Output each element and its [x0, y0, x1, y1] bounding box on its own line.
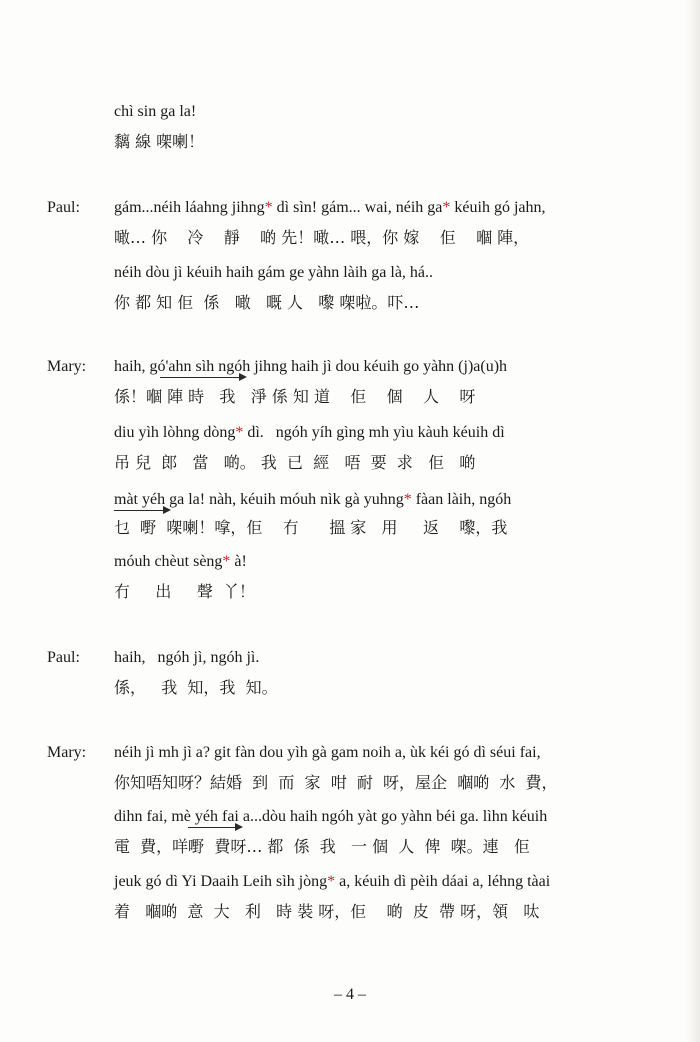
speaker-label: Paul: [47, 649, 80, 666]
intro-roman: chì sin ga la! [114, 103, 197, 120]
underline-arrow [188, 827, 236, 828]
intro-chinese: 黐 線 㗎喇！ [114, 132, 205, 151]
roman-line: néih dòu jì kéuih haih gám ge yàhn làih ga là, há.. [114, 264, 434, 281]
tone-star: * [222, 553, 231, 570]
speaker-label: Paul: [47, 199, 80, 216]
chinese-line: 着 嗰啲 意 大 利 時 裝 呀，佢 啲 皮 帶 呀，領 呔 [114, 902, 540, 921]
roman-line: jeuk gó dì Yi Daaih Leih sìh jòng* a, kéuih dì pèih dáai a, léhng tàai [114, 873, 551, 890]
roman-line: gám...néih láahng jihng* dì sìn! gám... wai, néih ga* kéuih gó jahn, [114, 199, 546, 216]
tone-star: * [235, 424, 244, 441]
chinese-line: 係！嗰 陣 時 我 淨 係 知 道 佢 個 人 呀 [114, 387, 476, 406]
chinese-line: 吊 兒 郎 當 啲。 我 已 經 唔 要 求 佢 啲 [114, 453, 476, 472]
roman-line: màt yéh ga la! nàh, kéuih móuh nìk gà yuhng* fàan làih, ngóh [114, 491, 512, 508]
roman-line: dihn fai, mè yéh fai a...dòu haih ngóh yàt go yàhn béi ga. lìhn kéuih [114, 808, 548, 825]
chinese-line: 係， 我 知，我 知。 [114, 678, 278, 697]
tone-star: * [442, 199, 451, 216]
roman-line: néih jì mh jì a? git fàn dou yìh gà gam noih a, ùk kéi gó dì séui fai, [114, 744, 541, 761]
chinese-line: 噉… 你 冷 靜 啲 先！噉… 喂，你 嫁 佢 嗰 陣， [114, 228, 530, 247]
chinese-line: 你 都 知 佢 係 噉 嘅 人 嚟 㗎啦。吓… [114, 293, 420, 312]
roman-line: móuh chèut sèng* à! [114, 553, 247, 570]
roman-line: haih, gó'ahn sìh ngóh jihng haih jì dou kéuih go yàhn (j)a(u)h [114, 358, 508, 375]
tone-star: * [327, 873, 336, 890]
roman-line: diu yìh lòhng dòng* dì. ngóh yíh gìng mh yìu kàuh kéuih dì [114, 424, 505, 441]
underline-arrow [160, 377, 240, 378]
chinese-line: 你知唔知呀？結婚 到 而 家 咁 耐 呀，屋企 嗰啲 水 費， [114, 773, 558, 792]
tone-star: * [264, 199, 273, 216]
tone-star: * [403, 491, 412, 508]
underline-arrow [114, 510, 164, 511]
chinese-line: 電 費，咩嘢 費呀… 都 係 我 一 個 人 俾 㗎。連 佢 [114, 837, 530, 856]
chinese-line: 乜 嘢 㗎喇！嗱，佢 冇 搵 家 用 返 嚟，我 [114, 518, 508, 537]
page-number: – 4 – [334, 986, 366, 1003]
chinese-line: 冇 出 聲 丫！ [114, 582, 256, 601]
page-edge-shadow [686, 0, 700, 1042]
roman-line: haih, ngóh jì, ngóh jì. [114, 649, 260, 666]
speaker-label: Mary: [47, 744, 87, 761]
speaker-label: Mary: [47, 358, 87, 375]
